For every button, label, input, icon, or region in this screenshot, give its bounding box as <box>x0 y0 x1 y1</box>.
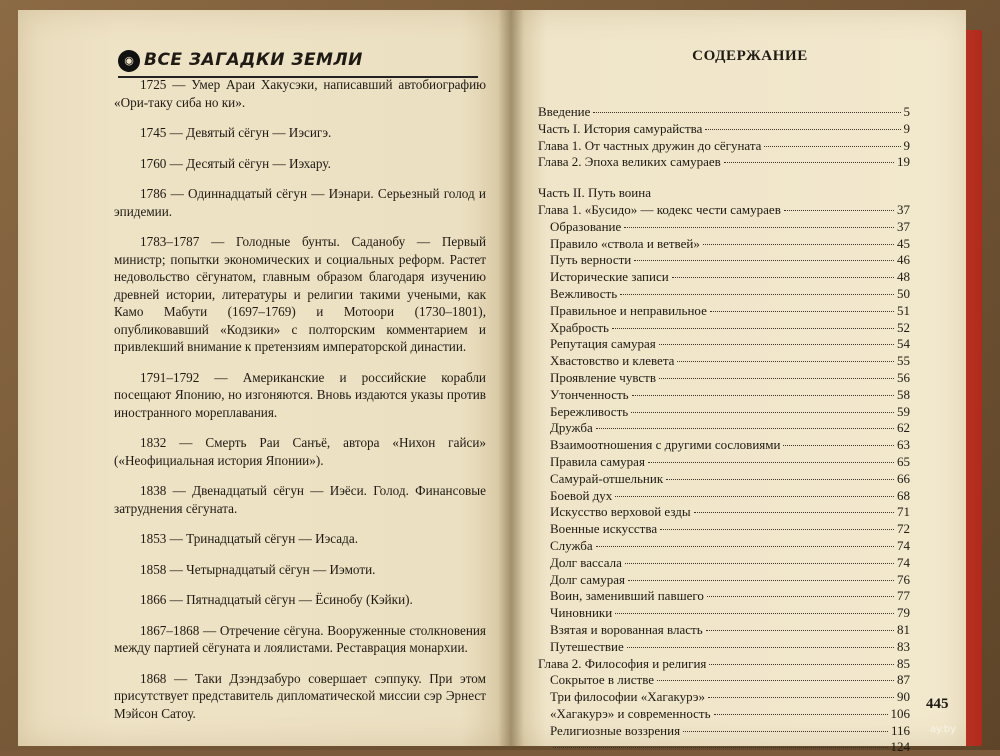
toc-leader-dots <box>631 412 894 413</box>
toc-entry <box>538 454 910 471</box>
toc-entry <box>538 219 910 236</box>
toc-leader-dots <box>624 227 894 228</box>
right-page <box>510 10 966 755</box>
toc-entry <box>538 336 910 353</box>
toc-entry-label: Религиозные воззрения <box>550 722 681 738</box>
toc-leader-dots <box>627 647 894 648</box>
toc-entry <box>538 286 910 303</box>
chronology-text <box>114 76 486 735</box>
open-book <box>18 10 982 755</box>
toc-entry <box>538 320 910 337</box>
toc-entry <box>538 538 910 555</box>
toc-entry-page: 62 <box>897 420 910 436</box>
toc-entry-label: Часть I. История самурайства <box>538 120 703 136</box>
toc-leader-dots <box>672 277 894 278</box>
running-head <box>118 46 478 78</box>
toc-entry-page: 83 <box>897 638 910 654</box>
toc-leader-dots <box>694 512 894 513</box>
toc-leader-dots <box>553 747 888 748</box>
chronology-entry: 1866 — Пятнадцатый сёгун — Ёсинобу (Кэйки). <box>140 592 413 607</box>
toc-entry-label: Правило «ствола и ветвей» <box>550 235 700 251</box>
toc-leader-dots <box>703 244 894 245</box>
toc-entry-label: Долг вассала <box>550 554 622 570</box>
toc-entry <box>538 404 910 421</box>
toc-entry-page: 58 <box>897 386 910 402</box>
toc-entry <box>538 555 910 572</box>
toc-entry-label: Чиновники <box>550 605 613 621</box>
toc-entry-page: 79 <box>897 605 910 621</box>
toc-leader-dots <box>596 428 894 429</box>
toc-entry-page: 51 <box>897 302 910 318</box>
book-spine <box>498 10 524 746</box>
toc-entry-label: Сокрытое в листве <box>550 672 655 688</box>
toc-entry-label: Искусство верховой езды <box>550 504 691 520</box>
toc-entry-page: 66 <box>897 470 910 486</box>
toc-entry <box>538 138 910 155</box>
toc-entry-label: Правильное и неправильное <box>550 302 707 318</box>
toc-entry-label: Долг самурая <box>550 571 625 587</box>
toc-entry-page: 54 <box>897 336 910 352</box>
toc-entry <box>538 723 910 740</box>
toc-leader-dots <box>596 546 894 547</box>
toc-leader-dots <box>593 112 900 113</box>
toc-leader-dots <box>615 496 894 497</box>
toc-leader-dots <box>659 344 894 345</box>
toc-entry-label: Глава 2. Эпоха великих самураев <box>538 154 721 170</box>
toc-entry-label: Путь верности <box>550 252 632 268</box>
toc-entry-page: 52 <box>897 319 910 335</box>
toc-entry-page: 56 <box>897 369 910 385</box>
toc-leader-dots <box>764 146 900 147</box>
toc-entry <box>538 504 910 521</box>
table-of-contents <box>538 104 910 756</box>
toc-entry <box>538 269 910 286</box>
toc-leader-dots <box>708 697 894 698</box>
toc-entry-label: Глава 1. «Бусидо» — кодекс чести самураев <box>538 201 781 217</box>
toc-entry <box>538 121 910 138</box>
toc-entry-label: Боевой дух <box>550 487 613 503</box>
toc-entry-page: 65 <box>897 453 910 469</box>
toc-leader-dots <box>666 479 894 480</box>
toc-entry-page: 9 <box>903 120 910 136</box>
toc-entry-label: Вежливость <box>550 285 618 301</box>
toc-entry <box>538 104 910 121</box>
toc-entry <box>538 471 910 488</box>
page-number: 445 <box>926 696 949 712</box>
toc-entry <box>538 185 910 202</box>
toc-entry <box>538 639 910 656</box>
toc-entry-page: 71 <box>897 504 910 520</box>
toc-entry-page: 59 <box>897 403 910 419</box>
toc-entry-page: 116 <box>890 722 910 738</box>
toc-leader-dots <box>677 361 894 362</box>
toc-leader-dots <box>724 162 894 163</box>
toc-entry-label: Самурай-отшельник <box>550 470 664 486</box>
toc-entry <box>538 605 910 622</box>
toc-entry-page: 74 <box>897 554 910 570</box>
chronology-entry: 1745 — Девятый сёгун — Иэсигэ. <box>140 125 332 140</box>
toc-entry-page: 5 <box>903 104 910 119</box>
toc-leader-dots <box>683 731 888 732</box>
toc-entry <box>538 706 910 723</box>
toc-entry-page: 45 <box>897 235 910 251</box>
toc-leader-dots <box>612 328 894 329</box>
toc-leader-dots <box>706 630 894 631</box>
toc-entry-label: Репутация самурая <box>550 336 656 352</box>
toc-entry-label: Введение <box>538 104 591 119</box>
toc-entry <box>538 521 910 538</box>
chronology-entry: 1783–1787 — Голодные бунты. Саданобу — Первый министр; попытки экономических и социальных реформ. Растет недовольство сёгунатом, главным образом благодаря изучению древней истории, литературы и религии такими учеными, как Камо Мабути (1697–1769) и Мотоори (1730–1801), опубликовавший «Кодзики» с полторским комментарием и привлекший внимание к претензиям императорской династии. <box>114 234 486 354</box>
toc-entry-label: Путешествие <box>550 638 624 654</box>
toc-entry <box>538 672 910 689</box>
toc-entry <box>538 689 910 706</box>
toc-entry-page: 76 <box>897 571 910 587</box>
chronology-entry: 1760 — Десятый сёгун — Иэхару. <box>140 155 331 171</box>
toc-leader-dots <box>783 445 894 446</box>
toc-entry <box>538 437 910 454</box>
toc-entry <box>538 488 910 505</box>
chronology-entry: 1832 — Смерть Раи Санъё, автора «Нихон гайси» («Неофициальная история Японии»). <box>114 435 486 468</box>
toc-leader-dots <box>648 462 894 463</box>
toc-entry-page: 19 <box>897 154 910 170</box>
toc-entry-label: Глава 1. От частных дружин до сёгуната <box>538 137 762 153</box>
toc-entry-page: 124 <box>890 739 910 755</box>
toc-entry-label: Дружба <box>550 420 593 436</box>
toc-leader-dots <box>714 714 888 715</box>
toc-entry-page: 9 <box>903 137 910 153</box>
toc-entry <box>538 387 910 404</box>
toc-entry <box>538 370 910 387</box>
running-head-title: ВСЕ ЗАГАДКИ ЗЕМЛИ <box>144 50 363 70</box>
toc-entry-page: 63 <box>897 437 910 453</box>
chronology-entry: 1868 — Таки Дзэндзабуро совершает сэппуку. При этом присутствует представитель дипломатической миссии сэр Эрнест Мэйсон Сатоу. <box>114 670 486 721</box>
toc-entry <box>538 739 910 756</box>
left-page <box>18 10 510 746</box>
toc-entry <box>538 622 910 639</box>
toc-gap <box>538 171 910 185</box>
toc-entry-page: 48 <box>897 269 910 285</box>
toc-entry-label: Правила самурая <box>550 453 645 469</box>
toc-entry-label: Взятая и ворованная власть <box>550 621 703 637</box>
chronology-entry: 1853 — Тринадцатый сёгун — Иэсада. <box>140 531 358 546</box>
toc-leader-dots <box>710 311 894 312</box>
toc-leader-dots <box>659 378 894 379</box>
toc-entry <box>538 588 910 605</box>
toc-entry <box>538 252 910 269</box>
toc-entry <box>538 202 910 219</box>
toc-entry <box>538 236 910 253</box>
toc-entry-label: Три философии «Хагакурэ» <box>550 689 705 705</box>
toc-entry-label: Хвастовство и клевета <box>550 353 675 369</box>
toc-leader-dots <box>657 680 894 681</box>
toc-entry-label: Исторические записи <box>550 269 669 285</box>
toc-entry-page: 72 <box>897 521 910 537</box>
toc-entry-page: 68 <box>897 487 910 503</box>
chronology-entry: 1858 — Четырнадцатый сёгун — Иэмоти. <box>140 561 376 577</box>
toc-entry-page: 85 <box>897 655 910 671</box>
toc-leader-dots <box>660 529 894 530</box>
toc-entry-page: 50 <box>897 285 910 301</box>
toc-entry <box>538 572 910 589</box>
chronology-entry: 1786 — Одиннадцатый сёгун — Иэнари. Серьезный голод и эпидемии. <box>114 186 486 219</box>
toc-entry-page: 37 <box>897 218 910 234</box>
toc-entry-label: Утонченность <box>550 386 629 402</box>
watermark: ay.by <box>930 724 957 735</box>
toc-entry <box>538 303 910 320</box>
toc-entry-label: «Хагакурэ» и современность <box>550 705 711 721</box>
toc-entry-page: 74 <box>897 537 910 553</box>
toc-title: СОДЕРЖАНИЕ <box>692 48 808 64</box>
toc-leader-dots <box>784 210 894 211</box>
toc-leader-dots <box>620 294 894 295</box>
toc-entry-label: Глава 2. Философия и религия <box>538 655 707 671</box>
toc-leader-dots <box>634 260 894 261</box>
toc-entry-page: 106 <box>890 705 910 721</box>
toc-entry-page: 46 <box>897 252 910 268</box>
toc-leader-dots <box>632 395 894 396</box>
toc-entry <box>538 420 910 437</box>
toc-entry-label: Часть II. Путь воина <box>538 185 651 201</box>
chronology-entry: 1791–1792 — Американские и российские корабли посещают Японию, но изгоняются. Вновь издаются указы против иностранного мореплавания. <box>114 369 486 420</box>
toc-entry-label: Военные искусства <box>550 521 658 537</box>
toc-entry-label: Образование <box>550 218 622 234</box>
toc-entry <box>538 154 910 171</box>
toc-leader-dots <box>707 596 894 597</box>
toc-leader-dots <box>709 664 894 665</box>
toc-entry-page: 81 <box>897 621 910 637</box>
toc-entry-page: 55 <box>897 353 910 369</box>
toc-entry-page: 77 <box>897 588 910 604</box>
toc-entry-label: Взаимоотношения с другими сословиями <box>550 437 781 453</box>
chronology-entry: 1838 — Двенадцатый сёгун — Иэёси. Голод. Финансовые затруднения сёгуната. <box>114 483 486 516</box>
toc-entry-page: 87 <box>897 672 910 688</box>
toc-entry-label: Бережливость <box>550 403 629 419</box>
toc-entry-page: 90 <box>897 689 910 705</box>
toc-entry <box>538 656 910 673</box>
toc-leader-dots <box>628 580 894 581</box>
toc-leader-dots <box>615 613 894 614</box>
globe-icon: ◉ <box>118 50 140 72</box>
toc-entry-label: Храбрость <box>550 319 609 335</box>
toc-entry-page: 37 <box>897 201 910 217</box>
toc-entry-label: Проявление чувств <box>550 369 656 385</box>
chronology-entry: 1867–1868 — Отречение сёгуна. Вооруженные столкновения между партией сёгуната и лоялистами. Реставрация монархии. <box>114 622 486 655</box>
toc-leader-dots <box>625 563 894 564</box>
toc-entry-label: Воин, заменивший павшего <box>550 588 704 604</box>
toc-entry-label: Служба <box>550 537 593 553</box>
toc-leader-dots <box>705 129 900 130</box>
chronology-entry: 1725 — Умер Араи Хакусэки, написавший автобиографию «Ори-таку сиба но ки». <box>114 77 486 110</box>
toc-entry <box>538 353 910 370</box>
